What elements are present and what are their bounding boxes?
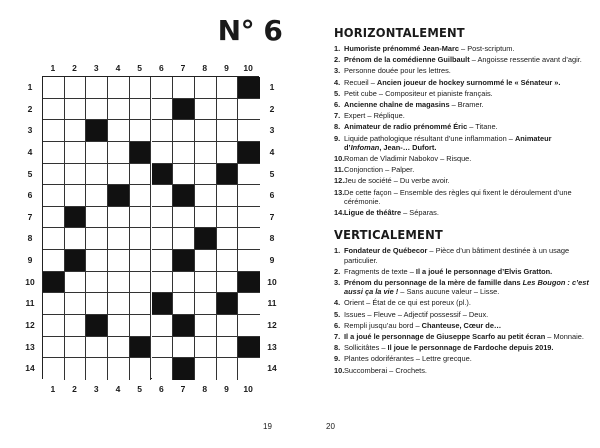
horizontal-clue — [334, 122, 590, 131]
grid-cell[interactable] — [238, 250, 260, 272]
vertical-clue — [334, 298, 590, 307]
row-label-right: 11 — [267, 298, 277, 309]
grid-cell[interactable] — [238, 228, 260, 250]
grid-cell[interactable] — [108, 228, 130, 250]
clue-text: Expert – Réplique. — [344, 111, 405, 121]
clue-text: Petit cube – Compositeur et pianiste français. — [344, 88, 493, 98]
clue-number: 5. — [334, 88, 341, 98]
row-label-left: 1 — [27, 82, 33, 92]
grid-cell[interactable] — [108, 293, 130, 315]
grid-cell[interactable] — [65, 293, 87, 315]
grid-cell[interactable] — [108, 77, 130, 99]
black-cell — [173, 315, 195, 337]
page-number-right: 20 — [326, 422, 335, 431]
horizontal-clue — [334, 89, 590, 98]
vertical-clue-list — [334, 246, 590, 375]
clue-text: Prénom de la comédienne Guilbault – Angoisse ressentie avant d’agir. — [344, 55, 582, 65]
grid-cell[interactable] — [195, 99, 217, 121]
row-label-right: 7 — [269, 211, 275, 222]
grid-cell[interactable] — [217, 315, 239, 337]
clue-text: Humoriste prénommé Jean-Marc – Post-scriptum. — [344, 44, 515, 53]
clue-text: Animateur de radio prénommé Éric – Titane. — [344, 122, 498, 132]
grid-cell[interactable] — [43, 228, 65, 250]
grid-cell[interactable] — [152, 272, 174, 294]
black-cell — [130, 142, 152, 164]
black-cell — [238, 272, 260, 294]
grid-cell[interactable] — [195, 293, 217, 315]
clues-panel — [334, 25, 590, 377]
grid-cell[interactable] — [43, 337, 65, 359]
column-label-top: 2 — [72, 63, 77, 73]
black-cell — [130, 337, 152, 359]
grid-cell[interactable] — [173, 164, 195, 186]
clue-number: 4. — [334, 77, 341, 87]
grid-cell[interactable] — [152, 337, 174, 359]
clue-number: 13. — [334, 187, 345, 197]
clue-number: 7. — [334, 332, 341, 342]
row-label-left: 7 — [27, 211, 33, 222]
grid-cell[interactable] — [130, 272, 152, 294]
clue-text: Liquide pathologique résultant d’une inflammation – Animateur d’Infoman, Jean-… Dufort. — [344, 133, 552, 152]
horizontal-clue — [334, 78, 590, 87]
column-label-top: 3 — [93, 63, 99, 73]
grid-cell[interactable] — [195, 120, 217, 142]
grid-cell[interactable] — [65, 142, 87, 164]
clue-number: 10. — [334, 365, 345, 375]
grid-cell[interactable] — [152, 207, 174, 229]
grid-cell[interactable] — [217, 120, 239, 142]
black-cell — [152, 293, 174, 315]
horizontal-clue — [334, 154, 590, 163]
clue-text: Conjonction – Palper. — [344, 165, 415, 175]
grid-cell[interactable] — [108, 120, 130, 142]
horizontal-clue — [334, 134, 590, 153]
grid-cell[interactable] — [43, 142, 65, 164]
grid-cell[interactable] — [86, 358, 108, 380]
grid-cell[interactable] — [86, 99, 108, 121]
grid-cell[interactable] — [86, 337, 108, 359]
grid-cell[interactable] — [86, 142, 108, 164]
grid-cell[interactable] — [130, 77, 152, 99]
row-label-left: 12 — [25, 320, 35, 331]
horizontal-clue — [334, 188, 590, 207]
row-label-right: 5 — [269, 168, 275, 179]
grid-cell[interactable] — [238, 164, 260, 186]
grid-cell[interactable] — [217, 272, 239, 294]
grid-cell[interactable] — [238, 120, 260, 142]
page-number-left: 19 — [263, 422, 272, 431]
grid-cell[interactable] — [195, 250, 217, 272]
grid-cell[interactable] — [217, 185, 239, 207]
column-label-top: 5 — [137, 63, 142, 73]
vertical-clue — [334, 310, 590, 319]
row-label-right: 6 — [269, 190, 275, 201]
grid-cell[interactable] — [65, 337, 87, 359]
clue-number: 2. — [334, 266, 341, 276]
row-label-right: 2 — [269, 103, 275, 114]
clue-text: Fragments de texte – Il a joué le personnage d’Elvis Gratton. — [344, 266, 553, 276]
grid-cell[interactable] — [238, 293, 260, 315]
column-label-top: 9 — [224, 63, 229, 73]
row-label-right: 12 — [267, 320, 277, 331]
grid-cell[interactable] — [86, 293, 108, 315]
grid-cell[interactable] — [43, 250, 65, 272]
row-label-left: 3 — [27, 125, 33, 136]
grid-cell[interactable] — [65, 272, 87, 294]
column-label-bottom: 10 — [243, 383, 253, 394]
grid-cell[interactable] — [152, 77, 174, 99]
grid-cell[interactable] — [173, 120, 195, 142]
horizontal-clue — [334, 111, 590, 120]
crossword-grid — [42, 76, 259, 379]
clue-number: 11. — [334, 165, 344, 175]
row-label-right: 1 — [269, 82, 275, 92]
grid-cell[interactable] — [195, 142, 217, 164]
row-label-right: 9 — [269, 255, 275, 266]
grid-cell[interactable] — [108, 207, 130, 229]
vertical-clue — [334, 278, 590, 297]
clue-text: Roman de Vladimir Nabokov – Risque. — [344, 153, 472, 163]
grid-cell[interactable] — [130, 250, 152, 272]
grid-cell[interactable] — [195, 272, 217, 294]
grid-cell[interactable] — [65, 315, 87, 337]
grid-cell[interactable] — [43, 164, 65, 186]
clue-number: 7. — [334, 111, 341, 121]
clue-number: 2. — [334, 55, 341, 65]
grid-cell[interactable] — [43, 207, 65, 229]
column-label-bottom: 5 — [137, 383, 142, 394]
vertical-clue — [334, 332, 590, 341]
grid-cell[interactable] — [65, 77, 87, 99]
clue-text: Orient – État de ce qui est poreux (pl.). — [344, 298, 471, 308]
grid-cell[interactable] — [173, 77, 195, 99]
vertical-clue — [334, 366, 590, 375]
black-cell — [217, 293, 239, 315]
grid-cell[interactable] — [130, 120, 152, 142]
black-cell — [65, 250, 87, 272]
grid-cell[interactable] — [217, 228, 239, 250]
grid-cell[interactable] — [108, 272, 130, 294]
horizontal-clue — [334, 176, 590, 185]
grid-cell[interactable] — [130, 185, 152, 207]
grid-cell[interactable] — [86, 228, 108, 250]
grid-cell[interactable] — [238, 315, 260, 337]
clue-text: Sollicitâtes – Il joue le personnage de Fardoche depuis 2019. — [344, 343, 554, 353]
column-label-bottom: 9 — [224, 383, 229, 394]
grid-cell[interactable] — [108, 358, 130, 380]
clue-number: 3. — [334, 278, 341, 287]
black-cell — [195, 228, 217, 250]
clue-number: 1. — [334, 246, 341, 256]
grid-cell[interactable] — [130, 164, 152, 186]
grid-cell[interactable] — [65, 164, 87, 186]
grid-cell[interactable] — [217, 250, 239, 272]
clue-number: 6. — [334, 320, 341, 330]
column-label-top: 8 — [202, 63, 208, 73]
clue-text: Prénom du personnage de la mère de famille dans Les Bougon : c’est aussi ça la vie ! – Sans aucune valeur – Lisse. — [344, 278, 589, 297]
clue-number: 8. — [334, 122, 341, 132]
grid-cell[interactable] — [195, 164, 217, 186]
grid-cell[interactable] — [86, 207, 108, 229]
black-cell — [238, 77, 260, 99]
grid-cell[interactable] — [152, 99, 174, 121]
column-label-bottom: 3 — [93, 383, 99, 394]
vertical-heading: VERTICALEMENT — [334, 227, 443, 243]
vertical-clue — [334, 354, 590, 363]
horizontal-clue — [334, 208, 590, 217]
grid-cell[interactable] — [108, 250, 130, 272]
grid-cell[interactable] — [173, 228, 195, 250]
row-label-right: 4 — [269, 146, 275, 157]
grid-cell[interactable] — [43, 185, 65, 207]
grid-cell[interactable] — [43, 120, 65, 142]
row-label-right: 14 — [267, 363, 277, 374]
grid-cell[interactable] — [65, 120, 87, 142]
black-cell — [86, 315, 108, 337]
clue-text: Recueil – Ancien joueur de hockey surnommé le « Sénateur ». — [344, 77, 561, 87]
vertical-clue — [334, 321, 590, 330]
vertical-clue — [334, 343, 590, 352]
grid-cell[interactable] — [238, 185, 260, 207]
clue-text: Jeu de société – Du verbe avoir. — [344, 176, 450, 186]
grid-cell[interactable] — [152, 228, 174, 250]
grid-cell[interactable] — [108, 315, 130, 337]
clue-number: 3. — [334, 66, 341, 76]
vertical-clue — [334, 267, 590, 276]
clue-number: 8. — [334, 343, 341, 353]
column-label-bottom: 2 — [72, 383, 77, 394]
row-label-left: 9 — [27, 255, 33, 266]
grid-cell[interactable] — [238, 99, 260, 121]
grid-cell[interactable] — [43, 293, 65, 315]
grid-cell[interactable] — [108, 337, 130, 359]
clue-number: 4. — [334, 298, 341, 308]
grid-cell[interactable] — [217, 77, 239, 99]
grid-cell[interactable] — [86, 272, 108, 294]
horizontal-clue — [334, 66, 590, 75]
grid-cell[interactable] — [86, 77, 108, 99]
grid-cell[interactable] — [86, 250, 108, 272]
clue-text: De cette façon – Ensemble des règles qui fixent le déroulement d’une cérémonie. — [344, 187, 572, 206]
clue-number: 6. — [334, 99, 341, 109]
grid-cell[interactable] — [195, 207, 217, 229]
clue-text: Fondateur de Québecor – Pièce d’un bâtiment destinée à un usage particulier. — [344, 246, 570, 265]
row-label-left: 6 — [27, 190, 33, 201]
column-label-top: 7 — [180, 63, 186, 73]
grid-cell[interactable] — [86, 164, 108, 186]
grid-cell[interactable] — [43, 358, 65, 380]
grid-cell[interactable] — [217, 358, 239, 380]
grid-cell[interactable] — [65, 185, 87, 207]
clue-text: Il a joué le personnage de Giuseppe Scarfo au petit écran – Monnaie. — [344, 332, 584, 342]
row-label-left: 4 — [27, 146, 33, 157]
grid-cell[interactable] — [108, 99, 130, 121]
black-cell — [173, 185, 195, 207]
row-label-right: 3 — [269, 125, 275, 136]
grid-cell[interactable] — [217, 207, 239, 229]
horizontal-clue-list — [334, 44, 590, 217]
column-label-top: 6 — [158, 63, 164, 73]
grid-cell[interactable] — [130, 315, 152, 337]
grid-cell[interactable] — [238, 358, 260, 380]
grid-cell[interactable] — [217, 142, 239, 164]
grid-cell[interactable] — [43, 99, 65, 121]
clue-number: 10. — [334, 153, 345, 163]
row-label-left: 2 — [27, 103, 33, 114]
column-label-top: 1 — [50, 63, 56, 73]
column-label-top: 4 — [115, 63, 121, 73]
vertical-clue — [334, 246, 590, 265]
clue-text: Issues – Fleuve – Adjectif possessif – Deux. — [344, 309, 489, 319]
grid-cell[interactable] — [238, 207, 260, 229]
column-label-bottom: 1 — [50, 383, 56, 394]
horizontal-heading: HORIZONTALEMENT — [334, 25, 465, 40]
clue-number: 14. — [334, 208, 345, 218]
clue-text: Plantes odoriférantes – Lettre grecque. — [344, 354, 472, 364]
clue-number: 9. — [334, 354, 341, 364]
black-cell — [152, 164, 174, 186]
grid-cell[interactable] — [195, 358, 217, 380]
row-label-left: 14 — [25, 363, 35, 374]
black-cell — [173, 250, 195, 272]
horizontal-clue — [334, 44, 590, 53]
black-cell — [173, 358, 195, 380]
grid-cell[interactable] — [65, 99, 87, 121]
row-label-right: 8 — [269, 233, 275, 244]
grid-cell[interactable] — [152, 185, 174, 207]
horizontal-clue — [334, 165, 590, 174]
grid-cell[interactable] — [195, 185, 217, 207]
column-label-bottom: 6 — [158, 383, 164, 394]
grid-cell[interactable] — [65, 358, 87, 380]
grid-cell[interactable] — [86, 185, 108, 207]
horizontal-clue — [334, 100, 590, 109]
grid-cell[interactable] — [195, 315, 217, 337]
row-label-right: 13 — [267, 341, 277, 352]
clue-number: 1. — [334, 44, 341, 53]
grid-cell[interactable] — [173, 337, 195, 359]
row-label-left: 10 — [25, 276, 35, 287]
column-label-top: 10 — [243, 63, 253, 73]
black-cell — [108, 185, 130, 207]
row-label-right: 10 — [267, 276, 277, 287]
black-cell — [217, 164, 239, 186]
clue-number: 9. — [334, 133, 341, 143]
grid-cell[interactable] — [195, 77, 217, 99]
grid-cell[interactable] — [43, 77, 65, 99]
grid-cell[interactable] — [130, 293, 152, 315]
clue-text: Personne douée pour les lettres. — [344, 66, 451, 76]
grid-cell[interactable] — [173, 142, 195, 164]
grid-cell[interactable] — [152, 120, 174, 142]
grid-cell[interactable] — [152, 315, 174, 337]
grid-cell[interactable] — [173, 272, 195, 294]
row-label-left: 8 — [27, 233, 33, 244]
horizontal-clue — [334, 55, 590, 64]
grid-cell[interactable] — [130, 228, 152, 250]
grid-cell[interactable] — [217, 337, 239, 359]
clue-text: Ancienne chaîne de magasins – Bramer. — [344, 99, 484, 109]
black-cell — [238, 337, 260, 359]
clue-text: Ligue de théâtre – Séparas. — [344, 208, 439, 218]
black-cell — [238, 142, 260, 164]
clue-text: Rempli jusqu’au bord – Chanteuse, Cœur de… — [344, 320, 502, 330]
clue-number: 12. — [334, 176, 345, 186]
grid-cell[interactable] — [152, 250, 174, 272]
row-label-left: 11 — [25, 298, 35, 309]
clue-text: Succomberai – Crochets. — [344, 365, 427, 375]
grid-cell[interactable] — [108, 164, 130, 186]
grid-cell[interactable] — [152, 142, 174, 164]
grid-cell[interactable] — [173, 207, 195, 229]
column-label-bottom: 8 — [202, 383, 208, 394]
black-cell — [173, 99, 195, 121]
grid-cell[interactable] — [108, 142, 130, 164]
clue-number: 5. — [334, 309, 341, 319]
grid-cell[interactable] — [130, 207, 152, 229]
grid-cell[interactable] — [130, 358, 152, 380]
grid-cell[interactable] — [130, 99, 152, 121]
grid-cell[interactable] — [217, 99, 239, 121]
grid-cell[interactable] — [173, 293, 195, 315]
grid-cell[interactable] — [195, 337, 217, 359]
grid-cell[interactable] — [43, 315, 65, 337]
column-label-bottom: 7 — [180, 383, 186, 394]
grid-cell[interactable] — [65, 228, 87, 250]
black-cell — [86, 120, 108, 142]
column-label-bottom: 4 — [115, 383, 121, 394]
black-cell — [43, 272, 65, 294]
grid-cell[interactable] — [152, 358, 174, 380]
black-cell — [65, 207, 87, 229]
row-label-left: 13 — [25, 341, 35, 352]
puzzle-title: N° 6 — [217, 14, 283, 47]
row-label-left: 5 — [27, 168, 33, 179]
